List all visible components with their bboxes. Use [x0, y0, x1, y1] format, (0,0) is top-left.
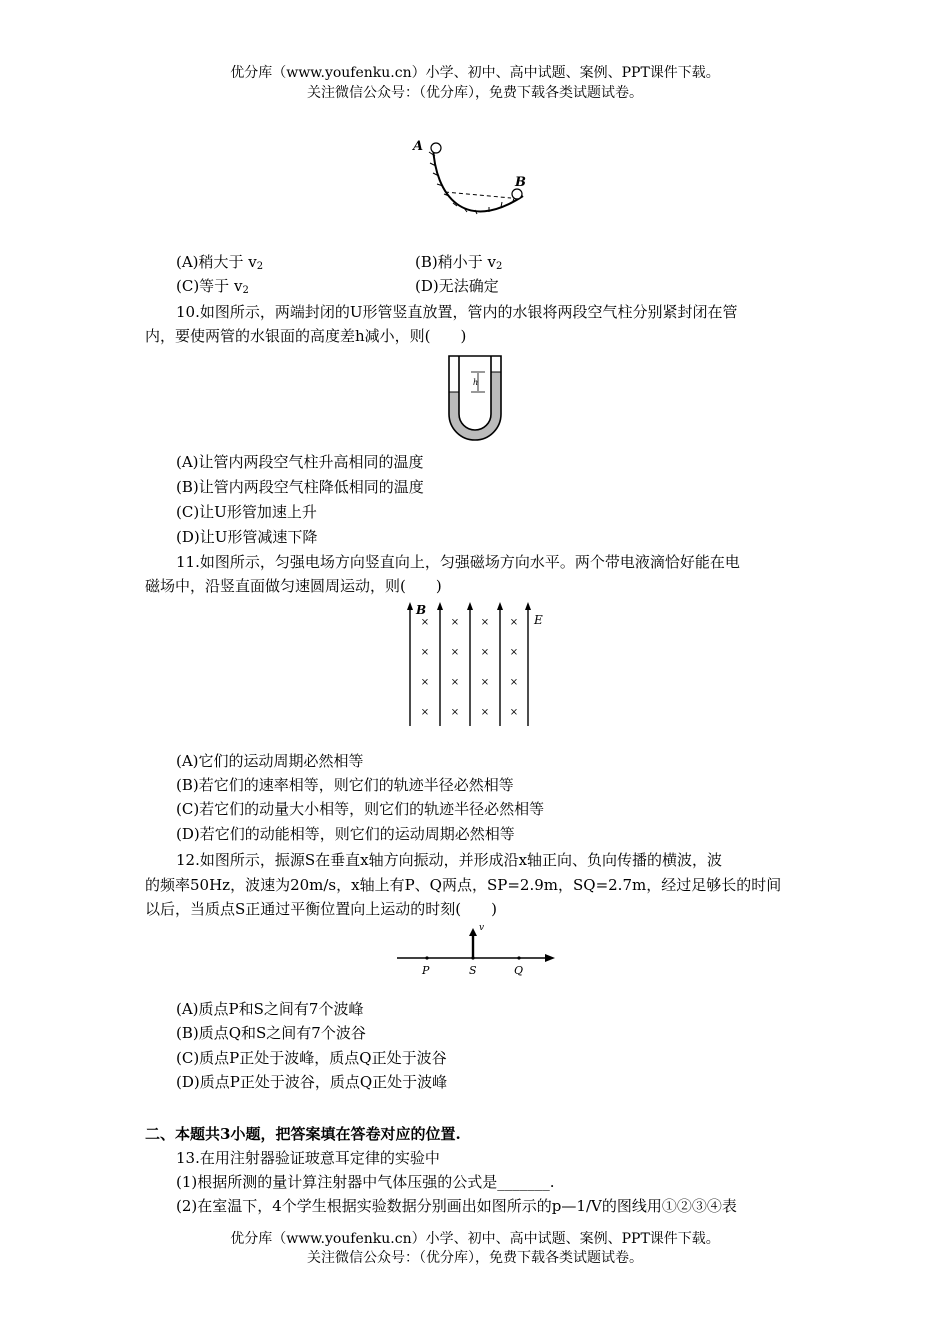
- q9-track-curve: [433, 146, 523, 211]
- q9-option-c: (C)等于 $v_2$: [176, 277, 249, 296]
- q11-cross-mark: ×: [420, 677, 430, 688]
- footer-line-2: 关注微信公众号：（优分库），免费下载各类试题试卷。: [307, 1250, 643, 1266]
- q12-option-c: (C)质点P正处于波峰，质点Q正处于波谷: [176, 1049, 447, 1067]
- q11-field-figure: [400, 600, 560, 730]
- q12-stem-line-3: 以后，当质点S正通过平衡位置向上运动的时刻( ): [145, 900, 497, 918]
- header-line-1: 优分库（www.youfenku.cn）小学、初中、高中试题、案例、PPT课件下载。: [230, 65, 720, 81]
- q12-label-s: S: [469, 964, 477, 977]
- q9-ball-a: [431, 143, 441, 153]
- q11-cross-mark: ×: [480, 647, 490, 658]
- q13-part-1: (1)根据所测的量计算注射器中气体压强的公式是_______.: [176, 1173, 555, 1191]
- q11-label-b: B: [416, 603, 427, 617]
- q12-option-a: (A)质点P和S之间有7个波峰: [176, 1000, 364, 1018]
- q12-stem-line-2: 的频率50Hz，波速为20m/s，x轴上有P、Q两点，SP=2.9m，SQ=2.7m，经过足够长的时间: [145, 876, 782, 894]
- q9-label-a: A: [413, 139, 424, 154]
- q10-label-h: h: [473, 378, 479, 387]
- q11-cross-mark: ×: [450, 647, 460, 658]
- q10-tube-inner: [459, 356, 491, 430]
- q10-u-tube-figure: [445, 352, 505, 444]
- q11-stem-line-1: 11.如图所示，匀强电场方向竖直向上，匀强磁场方向水平。两个带电液滴恰好能在电: [176, 553, 740, 571]
- q9-option-a: (A)稍大于 $v_2$: [176, 253, 264, 272]
- header-line-2: 关注微信公众号：（优分库），免费下载各类试题试卷。: [307, 85, 643, 101]
- q12-label-v: v: [479, 923, 485, 933]
- q10-stem-line-2: 内，要使两管的水银面的高度差h减小，则( ): [145, 327, 467, 345]
- q12-axis-figure: [395, 922, 560, 978]
- q11-option-a: (A)它们的运动周期必然相等: [176, 752, 364, 770]
- q11-cross-mark: ×: [509, 617, 519, 628]
- q12-option-b: (B)质点Q和S之间有7个波谷: [176, 1024, 366, 1042]
- q11-label-e: E: [534, 613, 543, 627]
- q11-cross-mark: ×: [480, 677, 490, 688]
- q9-dashed-line: [445, 192, 511, 198]
- q12-axis-arrow: [545, 954, 555, 962]
- q10-option-a: (A)让管内两段空气柱升高相同的温度: [176, 453, 424, 471]
- q10-option-c: (C)让U形管加速上升: [176, 503, 317, 521]
- q11-cross-mark: ×: [480, 617, 490, 628]
- q11-cross-mark: ×: [450, 677, 460, 688]
- q10-option-d: (D)让U形管减速下降: [176, 528, 318, 546]
- q11-stem-line-2: 磁场中，沿竖直面做匀速圆周运动，则( ): [145, 577, 442, 595]
- q9-option-d: (D)无法确定: [415, 277, 499, 295]
- q12-point-s: [471, 956, 474, 959]
- q11-cross-mark: ×: [420, 707, 430, 718]
- q11-cross-mark: ×: [450, 707, 460, 718]
- q11-cross-mark: ×: [509, 707, 519, 718]
- q11-cross-mark: ×: [480, 707, 490, 718]
- q11-option-d: (D)若它们的动能相等，则它们的运动周期必然相等: [176, 825, 515, 843]
- q12-point-q: [517, 956, 520, 959]
- q11-cross-mark: ×: [420, 647, 430, 658]
- q13-part-2: (2)在室温下，4个学生根据实验数据分别画出如图所示的p—1/V的图线用①②③④表: [176, 1197, 737, 1215]
- q12-option-d: (D)质点P正处于波谷，质点Q正处于波峰: [176, 1073, 448, 1091]
- section-2-title: 二、本题共3小题，把答案填在答卷对应的位置.: [145, 1125, 461, 1143]
- q11-option-b: (B)若它们的速率相等，则它们的轨迹半径必然相等: [176, 776, 514, 794]
- q11-cross-mark: ×: [450, 617, 460, 628]
- q11-cross-mark: ×: [509, 677, 519, 688]
- q10-stem-line-1: 10.如图所示，两端封闭的U形管竖直放置，管内的水银将两段空气柱分别紧封闭在管: [176, 303, 738, 321]
- q9-track-figure: [405, 136, 545, 236]
- q9-label-b: B: [515, 175, 526, 190]
- q9-ball-b: [512, 189, 522, 199]
- q12-label-p: P: [422, 964, 430, 977]
- q11-cross-mark: ×: [420, 617, 430, 628]
- q10-option-b: (B)让管内两段空气柱降低相同的温度: [176, 478, 424, 496]
- q13-stem: 13.在用注射器验证玻意耳定律的实验中: [176, 1149, 440, 1167]
- footer-line-1: 优分库（www.youfenku.cn）小学、初中、高中试题、案例、PPT课件下载。: [230, 1231, 720, 1247]
- q12-stem-line-1: 12.如图所示，振源S在垂直x轴方向振动，并形成沿x轴正向、负向传播的横波，波: [176, 851, 723, 869]
- q9-option-b: (B)稍小于 $v_2$: [415, 253, 503, 272]
- q12-point-p: [425, 956, 428, 959]
- q11-cross-mark: ×: [509, 647, 519, 658]
- q12-label-q: Q: [514, 964, 524, 977]
- q11-option-c: (C)若它们的动量大小相等，则它们的轨迹半径必然相等: [176, 800, 545, 818]
